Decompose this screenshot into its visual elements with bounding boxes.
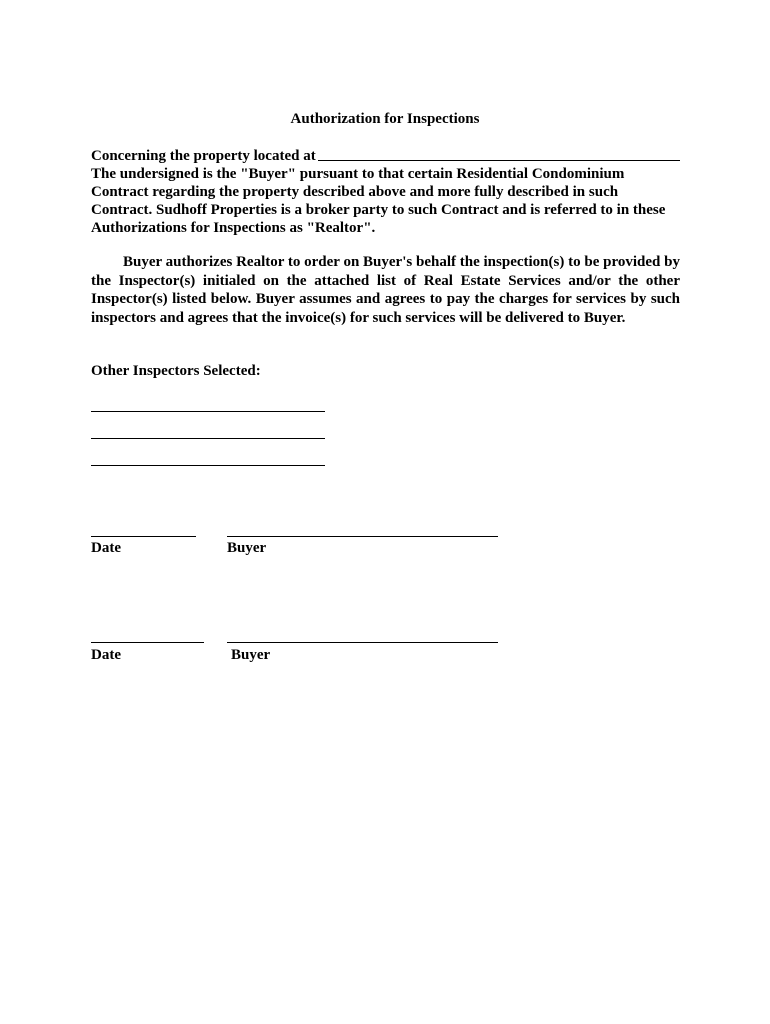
buyer-signature-line-2[interactable] <box>227 642 498 643</box>
authorization-paragraph: Buyer authorizes Realtor to order on Buyer's behalf the inspection(s) to be provided by the Inspector(s) initialed on the attached list of Real Estate Services and/or the other Inspector(s) listed below. Buyer assumes and agrees to pay the charges for services by such inspectors and agrees that the invoice(s) for such services will be delivered to Buyer. <box>91 254 680 326</box>
property-address-field[interactable] <box>318 160 680 161</box>
paragraph1-line-2: Contract regarding the property described above and more fully described in such <box>91 184 619 200</box>
paragraph1-line-3: Contract. Sudhoff Properties is a broker party to such Contract and is referred to in these <box>91 202 666 218</box>
date-label-2: Date <box>91 647 121 663</box>
paragraph1-line-1: The undersigned is the "Buyer" pursuant to that certain Residential Condominium <box>91 166 625 182</box>
date-signature-line-2[interactable] <box>91 642 204 643</box>
other-inspector-line-3[interactable] <box>91 465 325 466</box>
other-inspector-line-1[interactable] <box>91 411 325 412</box>
paragraph1-line-4: Authorizations for Inspections as "Realtor". <box>91 220 376 236</box>
date-signature-line-1[interactable] <box>91 536 196 537</box>
buyer-label-2: Buyer <box>231 647 271 663</box>
buyer-signature-line-1[interactable] <box>227 536 498 537</box>
buyer-label-1: Buyer <box>227 540 267 556</box>
other-inspectors-label: Other Inspectors Selected: <box>91 363 261 379</box>
concerning-label: Concerning the property located at <box>91 148 316 164</box>
document-title: Authorization for Inspections <box>290 111 480 127</box>
date-label-1: Date <box>91 540 121 556</box>
other-inspector-line-2[interactable] <box>91 438 325 439</box>
